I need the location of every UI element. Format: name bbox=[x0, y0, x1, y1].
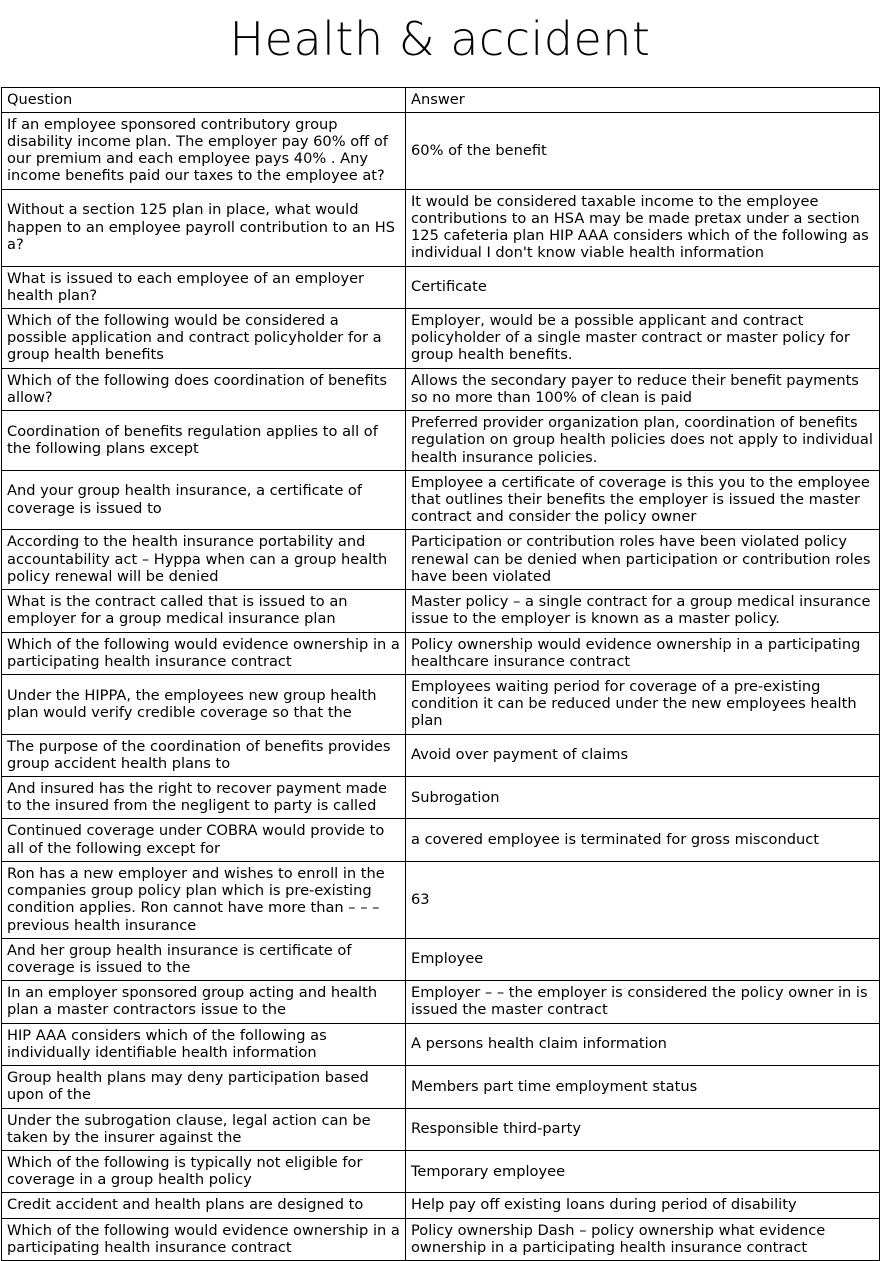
table-body bbox=[2, 112, 880, 1260]
question-cell: According to the health insurance portability and accountability act – Hyppa when can a group health policy renewal will be denied bbox=[2, 530, 406, 590]
table-row bbox=[2, 1218, 880, 1260]
question-cell: And her group health insurance is certificate of coverage is issued to the bbox=[2, 938, 406, 980]
answer-cell: Employer – – the employer is considered the policy owner in is issued the master contract bbox=[406, 981, 880, 1023]
answer-cell: Allows the secondary payer to reduce their benefit payments so no more than 100% of clean is paid bbox=[406, 368, 880, 410]
answer-cell: Members part time employment status bbox=[406, 1066, 880, 1108]
question-cell: Which of the following would evidence ownership in a participating health insurance contract bbox=[2, 632, 406, 674]
answer-cell: Master policy – a single contract for a group medical insurance issue to the employer is known as a master policy. bbox=[406, 590, 880, 632]
table-header bbox=[2, 87, 880, 112]
answer-cell: Avoid over payment of claims bbox=[406, 734, 880, 776]
answer-cell: Employee bbox=[406, 938, 880, 980]
table-row bbox=[2, 938, 880, 980]
table-row bbox=[2, 632, 880, 674]
table-row bbox=[2, 368, 880, 410]
table-row bbox=[2, 411, 880, 471]
answer-cell: Participation or contribution roles have been violated policy renewal can be denied when participation or contribution roles have been violated bbox=[406, 530, 880, 590]
question-cell: Continued coverage under COBRA would provide to all of the following except for bbox=[2, 819, 406, 861]
question-cell: And your group health insurance, a certificate of coverage is issued to bbox=[2, 470, 406, 530]
table-row bbox=[2, 470, 880, 530]
table-row bbox=[2, 819, 880, 861]
answer-cell: 60% of the benefit bbox=[406, 112, 880, 189]
column-header-answer: Answer bbox=[406, 87, 880, 112]
question-cell: In an employer sponsored group acting and health plan a master contractors issue to the bbox=[2, 981, 406, 1023]
question-cell: Under the subrogation clause, legal action can be taken by the insurer against the bbox=[2, 1108, 406, 1150]
answer-cell: Employee a certificate of coverage is this you to the employee that outlines their benefits the employer is issued the master contract and consider the policy owner bbox=[406, 470, 880, 530]
answer-cell: Preferred provider organization plan, coordination of benefits regulation on group health policies does not apply to individual health insurance policies. bbox=[406, 411, 880, 471]
answer-cell: a covered employee is terminated for gross misconduct bbox=[406, 819, 880, 861]
question-cell: Which of the following would evidence ownership in a participating health insurance contract bbox=[2, 1218, 406, 1260]
answer-cell: Employer, would be a possible applicant and contract policyholder of a single master contract or master policy for group health benefits. bbox=[406, 309, 880, 369]
page-title: Health & accident bbox=[229, 12, 651, 66]
qa-table bbox=[1, 87, 880, 1261]
table-row bbox=[2, 112, 880, 189]
question-cell: HIP AAA considers which of the following as individually identifiable health information bbox=[2, 1023, 406, 1065]
question-cell: The purpose of the coordination of benefits provides group accident health plans to bbox=[2, 734, 406, 776]
table-header-row bbox=[2, 87, 880, 112]
table-row bbox=[2, 777, 880, 819]
question-cell: Which of the following would be considered a possible application and contract policyholder for a group health benefits bbox=[2, 309, 406, 369]
answer-cell: A persons health claim information bbox=[406, 1023, 880, 1065]
document-page bbox=[0, 14, 880, 1261]
table-row bbox=[2, 1193, 880, 1218]
answer-cell: Policy ownership would evidence ownership in a participating healthcare insurance contract bbox=[406, 632, 880, 674]
answer-cell: Certificate bbox=[406, 266, 880, 308]
table-row bbox=[2, 1023, 880, 1065]
answer-cell: 63 bbox=[406, 861, 880, 938]
table-row bbox=[2, 189, 880, 266]
answer-cell: Responsible third-party bbox=[406, 1108, 880, 1150]
table-row bbox=[2, 1150, 880, 1192]
table-row bbox=[2, 530, 880, 590]
table-row bbox=[2, 1108, 880, 1150]
answer-cell: Employees waiting period for coverage of a pre-existing condition it can be reduced under the new employees health plan bbox=[406, 674, 880, 734]
table-row bbox=[2, 734, 880, 776]
table-row bbox=[2, 981, 880, 1023]
question-cell: Credit accident and health plans are designed to bbox=[2, 1193, 406, 1218]
question-cell: Under the HIPPA, the employees new group health plan would verify credible coverage so that the bbox=[2, 674, 406, 734]
answer-cell: It would be considered taxable income to the employee contributions to an HSA may be made pretax under a section 125 cafeteria plan HIP AAA considers which of the following as individual I don't know viable health information bbox=[406, 189, 880, 266]
question-cell: Which of the following does coordination of benefits allow? bbox=[2, 368, 406, 410]
table-row bbox=[2, 590, 880, 632]
question-cell: If an employee sponsored contributory group disability income plan. The employer pay 60% off of our premium and each employee pays 40% . Any income benefits paid our taxes to the employee at? bbox=[2, 112, 406, 189]
table-row bbox=[2, 1066, 880, 1108]
question-cell: Coordination of benefits regulation applies to all of the following plans except bbox=[2, 411, 406, 471]
answer-cell: Temporary employee bbox=[406, 1150, 880, 1192]
question-cell: Which of the following is typically not eligible for coverage in a group health policy bbox=[2, 1150, 406, 1192]
question-cell: Without a section 125 plan in place, what would happen to an employee payroll contribution to an HS a? bbox=[2, 189, 406, 266]
question-cell: Ron has a new employer and wishes to enroll in the companies group policy plan which is pre-existing condition applies. Ron cannot have more than – – – previous health insurance bbox=[2, 861, 406, 938]
answer-cell: Help pay off existing loans during period of disability bbox=[406, 1193, 880, 1218]
column-header-question: Question bbox=[2, 87, 406, 112]
answer-cell: Subrogation bbox=[406, 777, 880, 819]
question-cell: What is the contract called that is issued to an employer for a group medical insurance plan bbox=[2, 590, 406, 632]
table-row bbox=[2, 674, 880, 734]
table-row bbox=[2, 309, 880, 369]
question-cell: And insured has the right to recover payment made to the insured from the negligent to party is called bbox=[2, 777, 406, 819]
table-row bbox=[2, 266, 880, 308]
table-row bbox=[2, 861, 880, 938]
question-cell: Group health plans may deny participation based upon of the bbox=[2, 1066, 406, 1108]
question-cell: What is issued to each employee of an employer health plan? bbox=[2, 266, 406, 308]
answer-cell: Policy ownership Dash – policy ownership what evidence ownership in a participating health insurance contract bbox=[406, 1218, 880, 1260]
